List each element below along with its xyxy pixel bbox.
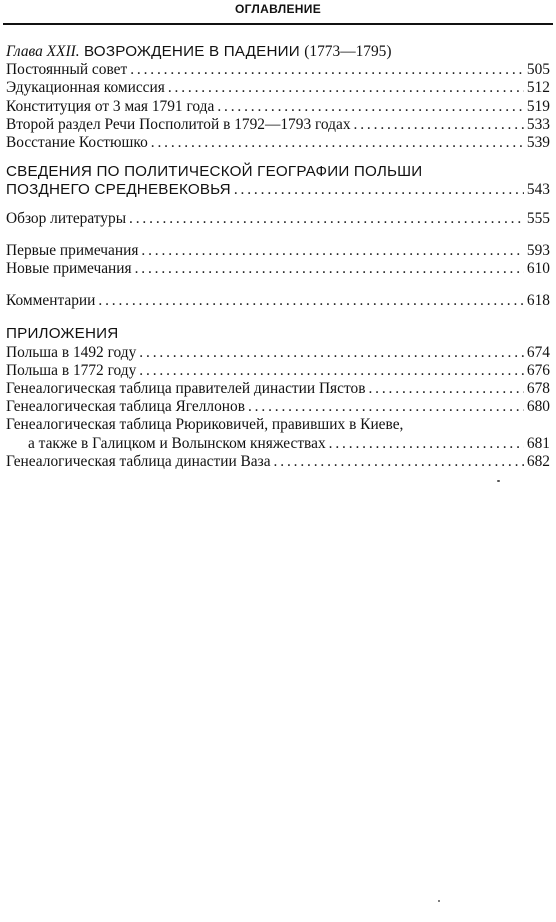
section-heading-appendices: ПРИЛОЖЕНИЯ: [6, 325, 119, 343]
leader-dots: [329, 435, 524, 453]
chapter-years: (1773—1795): [304, 43, 392, 60]
toc-entry-literature[interactable]: [6, 210, 550, 228]
leader-dots: [139, 362, 524, 380]
toc-entry-page: 678: [526, 380, 550, 398]
toc-entry-page: 505: [526, 61, 550, 79]
leader-dots: [135, 260, 524, 278]
toc-entry-page: 555: [526, 209, 550, 227]
toc-entry[interactable]: [6, 98, 550, 116]
toc-entry-page: 618: [526, 292, 550, 310]
leader-dots: [151, 134, 524, 152]
toc-entry-page: 512: [526, 79, 550, 97]
chapter-label: Глава XXII.: [6, 43, 80, 60]
toc-entry-title: Польша в 1772 году: [6, 361, 137, 379]
toc-entry-rurik[interactable]: [6, 435, 550, 453]
leader-dots: [130, 61, 524, 79]
toc-entry-page: 680: [526, 398, 550, 416]
toc-entry-page: 610: [526, 260, 550, 278]
toc-entry-title: Генеалогическая таблица Ягеллонов: [6, 398, 245, 416]
toc-entry-page: 533: [526, 115, 550, 133]
toc-entry-title: Эдукационная комиссия: [6, 79, 165, 97]
toc-entry-title: Польша в 1492 году: [6, 343, 137, 361]
toc-entry-title: ПОЗДНЕГО СРЕДНЕВЕКОВЬЯ: [6, 181, 231, 199]
section-heading-geography: СВЕДЕНИЯ ПО ПОЛИТИЧЕСКОЙ ГЕОГРАФИИ ПОЛЬШИ: [6, 163, 423, 181]
toc-entry-title: Генеалогическая таблица династии Ваза: [6, 452, 271, 470]
leader-dots: [129, 210, 524, 228]
leader-dots: [274, 453, 524, 471]
toc-entry-comments[interactable]: [6, 292, 550, 310]
toc-entry-page: 682: [526, 452, 550, 470]
toc-entry[interactable]: [6, 116, 550, 134]
toc-entry-title: Генеалогическая таблица правителей династии Пястов: [6, 380, 366, 398]
toc-entry-rurik-line1[interactable]: Генеалогическая таблица Рюриковичей, правивших в Киеве,: [6, 416, 404, 434]
toc-entry-title: Конституция от 3 мая 1791 года: [6, 97, 215, 115]
toc-entry[interactable]: [6, 362, 550, 380]
toc-entry-title: Постоянный совет: [6, 61, 128, 79]
toc-entry-page: 674: [526, 343, 550, 361]
scan-speck: [497, 480, 500, 482]
leader-dots: [368, 380, 523, 398]
toc-entry-title: а также в Галицком и Волынском княжествах: [28, 434, 326, 452]
leader-dots: [354, 116, 524, 134]
toc-entry-title: Восстание Костюшко: [6, 134, 148, 152]
scan-speck: [438, 900, 440, 902]
toc-entry-page: 543: [526, 181, 550, 199]
chapter-title: ВОЗРОЖДЕНИЕ В ПАДЕНИИ: [79, 43, 305, 60]
toc-entry[interactable]: [6, 380, 550, 398]
leader-dots: [217, 98, 524, 116]
toc-entry-title: Комментарии: [6, 292, 96, 310]
toc-entry-page: 676: [526, 361, 550, 379]
toc-entry[interactable]: [6, 453, 550, 471]
toc-entry-notes[interactable]: [6, 242, 550, 260]
toc-entry[interactable]: [6, 61, 550, 79]
leader-dots: [248, 398, 524, 416]
table-of-contents: [6, 43, 550, 471]
toc-entry-title: Обзор литературы: [6, 209, 127, 227]
toc-entry-page: 539: [526, 134, 550, 152]
leader-dots: [168, 79, 524, 97]
toc-entry-notes[interactable]: [6, 260, 550, 278]
toc-entry-page: 681: [526, 434, 550, 452]
leader-dots: [234, 181, 524, 199]
toc-entry-geography[interactable]: [6, 181, 550, 199]
toc-entry[interactable]: [6, 398, 550, 416]
toc-entry-title: Второй раздел Речи Посполитой в 1792—1793 годах: [6, 115, 351, 133]
toc-entry-title: Первые примечания: [6, 241, 139, 259]
leader-dots: [141, 242, 524, 260]
leader-dots: [98, 292, 524, 310]
toc-entry[interactable]: [6, 79, 550, 97]
toc-entry[interactable]: [6, 134, 550, 152]
toc-entry-page: 593: [526, 241, 550, 259]
toc-entry-title: Новые примечания: [6, 260, 132, 278]
toc-entry[interactable]: [6, 344, 550, 362]
running-header: ОГЛАВЛЕНИЕ: [234, 2, 321, 16]
leader-dots: [139, 344, 524, 362]
header-rule: [3, 23, 553, 25]
toc-entry-page: 519: [526, 97, 550, 115]
chapter-heading: [6, 43, 550, 61]
